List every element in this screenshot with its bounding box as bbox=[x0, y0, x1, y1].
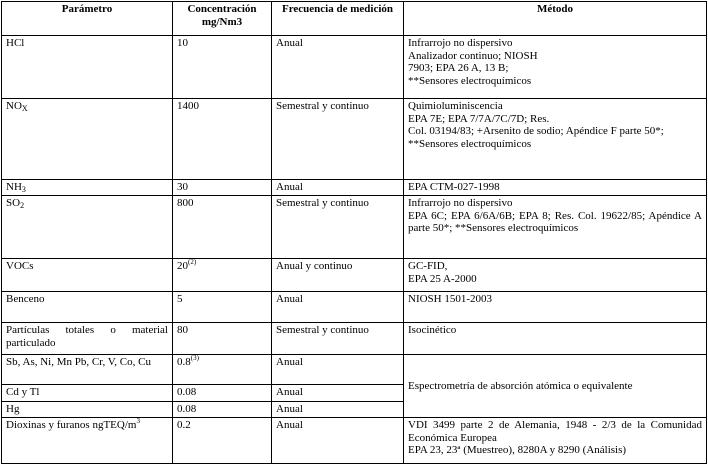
param-text: NH bbox=[6, 181, 22, 193]
param-subscript: 2 bbox=[20, 201, 25, 210]
cell-parametro: Sb, As, Ni, Mn Pb, Cr, V, Co, Cu bbox=[2, 355, 173, 385]
conc-text: 0.8 bbox=[177, 356, 191, 368]
cell-parametro bbox=[2, 180, 173, 196]
header-frecuencia: Frecuencia de medición bbox=[272, 2, 404, 36]
table-row bbox=[2, 323, 707, 355]
cell-parametro: Hg bbox=[2, 402, 173, 418]
cell-metodo: Quimioluminiscencia EPA 7E; EPA 7/7A/7C/7D; Res. Col. 03194/83; +Arsenito de sodio; Apéndice F parte 50*; **Sensores electroquímicos bbox=[404, 99, 707, 180]
cell-parametro: VOCs bbox=[2, 259, 173, 292]
cell-concentracion: 0.08 bbox=[173, 385, 272, 402]
cell-frecuencia: Anual bbox=[272, 292, 404, 323]
param-subscript: 3 bbox=[21, 185, 26, 194]
header-row bbox=[2, 2, 707, 36]
conc-footnote: (3) bbox=[190, 354, 199, 362]
cell-frecuencia: Semestral y continuo bbox=[272, 196, 404, 259]
cell-parametro bbox=[2, 418, 173, 464]
cell-parametro bbox=[2, 196, 173, 259]
method-line: EPA 23, 23ª (Muestreo), 8280A y 8290 (Análisis) bbox=[408, 444, 627, 456]
cell-concentracion bbox=[173, 355, 272, 385]
cell-frecuencia: Anual bbox=[272, 385, 404, 402]
cell-frecuencia: Anual y continuo bbox=[272, 259, 404, 292]
cell-metodo bbox=[404, 196, 707, 259]
cell-concentracion bbox=[173, 259, 272, 292]
method-line: Infrarrojo no dispersivo bbox=[408, 197, 513, 209]
cell-parametro: HCl bbox=[2, 36, 173, 99]
table-row bbox=[2, 259, 707, 292]
cell-frecuencia: Anual bbox=[272, 355, 404, 385]
cell-parametro: Benceno bbox=[2, 292, 173, 323]
cell-metodo: EPA CTM-027-1998 bbox=[404, 180, 707, 196]
method-text: EPA 6C; EPA 6/6A/6B; EPA 8; Res. Col. 19622/85; Apéndice A parte 50*; **Sensores electroquímicos bbox=[408, 209, 702, 234]
cell-parametro: Partículas totales o material particulado bbox=[2, 323, 173, 355]
cell-concentracion: 0.2 bbox=[173, 418, 272, 464]
header-parametro: Parámetro bbox=[2, 2, 173, 36]
cell-parametro bbox=[2, 99, 173, 180]
header-metodo: Método bbox=[404, 2, 707, 36]
table-row bbox=[2, 196, 707, 259]
param-superscript: 3 bbox=[136, 417, 140, 425]
cell-concentracion: 10 bbox=[173, 36, 272, 99]
cell-frecuencia: Anual bbox=[272, 418, 404, 464]
table-row bbox=[2, 36, 707, 99]
cell-metodo: GC-FID, EPA 25 A-2000 bbox=[404, 259, 707, 292]
cell-concentracion: 30 bbox=[173, 180, 272, 196]
conc-footnote: (2) bbox=[188, 258, 197, 266]
param-text: NO bbox=[6, 100, 22, 112]
cell-metodo: Infrarrojo no dispersivo Analizador continuo; NIOSH 7903; EPA 26 A, 13 B; **Sensores electroquímicos bbox=[404, 36, 707, 99]
table-row bbox=[2, 418, 707, 464]
cell-metodo: Isocinético bbox=[404, 323, 707, 355]
cell-concentracion: 1400 bbox=[173, 99, 272, 180]
cell-concentracion: 800 bbox=[173, 196, 272, 259]
param-subscript: X bbox=[21, 104, 28, 113]
cell-frecuencia: Anual bbox=[272, 180, 404, 196]
cell-frecuencia: Anual bbox=[272, 36, 404, 99]
param-text: Dioxinas y furanos ngTEQ/m bbox=[6, 419, 137, 431]
cell-parametro: Cd y Tl bbox=[2, 385, 173, 402]
method-text: VDI 3499 parte 2 de Alemania, 1948 - 2/3 de la Comunidad Económica Europea bbox=[408, 419, 702, 444]
cell-frecuencia: Semestral y continuo bbox=[272, 99, 404, 180]
cell-frecuencia: Semestral y continuo bbox=[272, 323, 404, 355]
cell-metodo: NIOSH 1501-2003 bbox=[404, 292, 707, 323]
cell-metodo-merged: Espectrometría de absorción atómica o equivalente bbox=[404, 355, 707, 418]
parameters-table bbox=[1, 1, 707, 464]
cell-frecuencia: Anual bbox=[272, 402, 404, 418]
cell-concentracion: 5 bbox=[173, 292, 272, 323]
table-row bbox=[2, 292, 707, 323]
conc-text: 20 bbox=[177, 260, 188, 272]
table-row bbox=[2, 180, 707, 196]
cell-concentracion: 80 bbox=[173, 323, 272, 355]
table-row bbox=[2, 355, 707, 385]
header-concentracion: Concentración mg/Nm3 bbox=[173, 2, 272, 36]
cell-metodo bbox=[404, 418, 707, 464]
param-text: SO bbox=[6, 197, 21, 209]
cell-concentracion: 0.08 bbox=[173, 402, 272, 418]
table-row bbox=[2, 99, 707, 180]
